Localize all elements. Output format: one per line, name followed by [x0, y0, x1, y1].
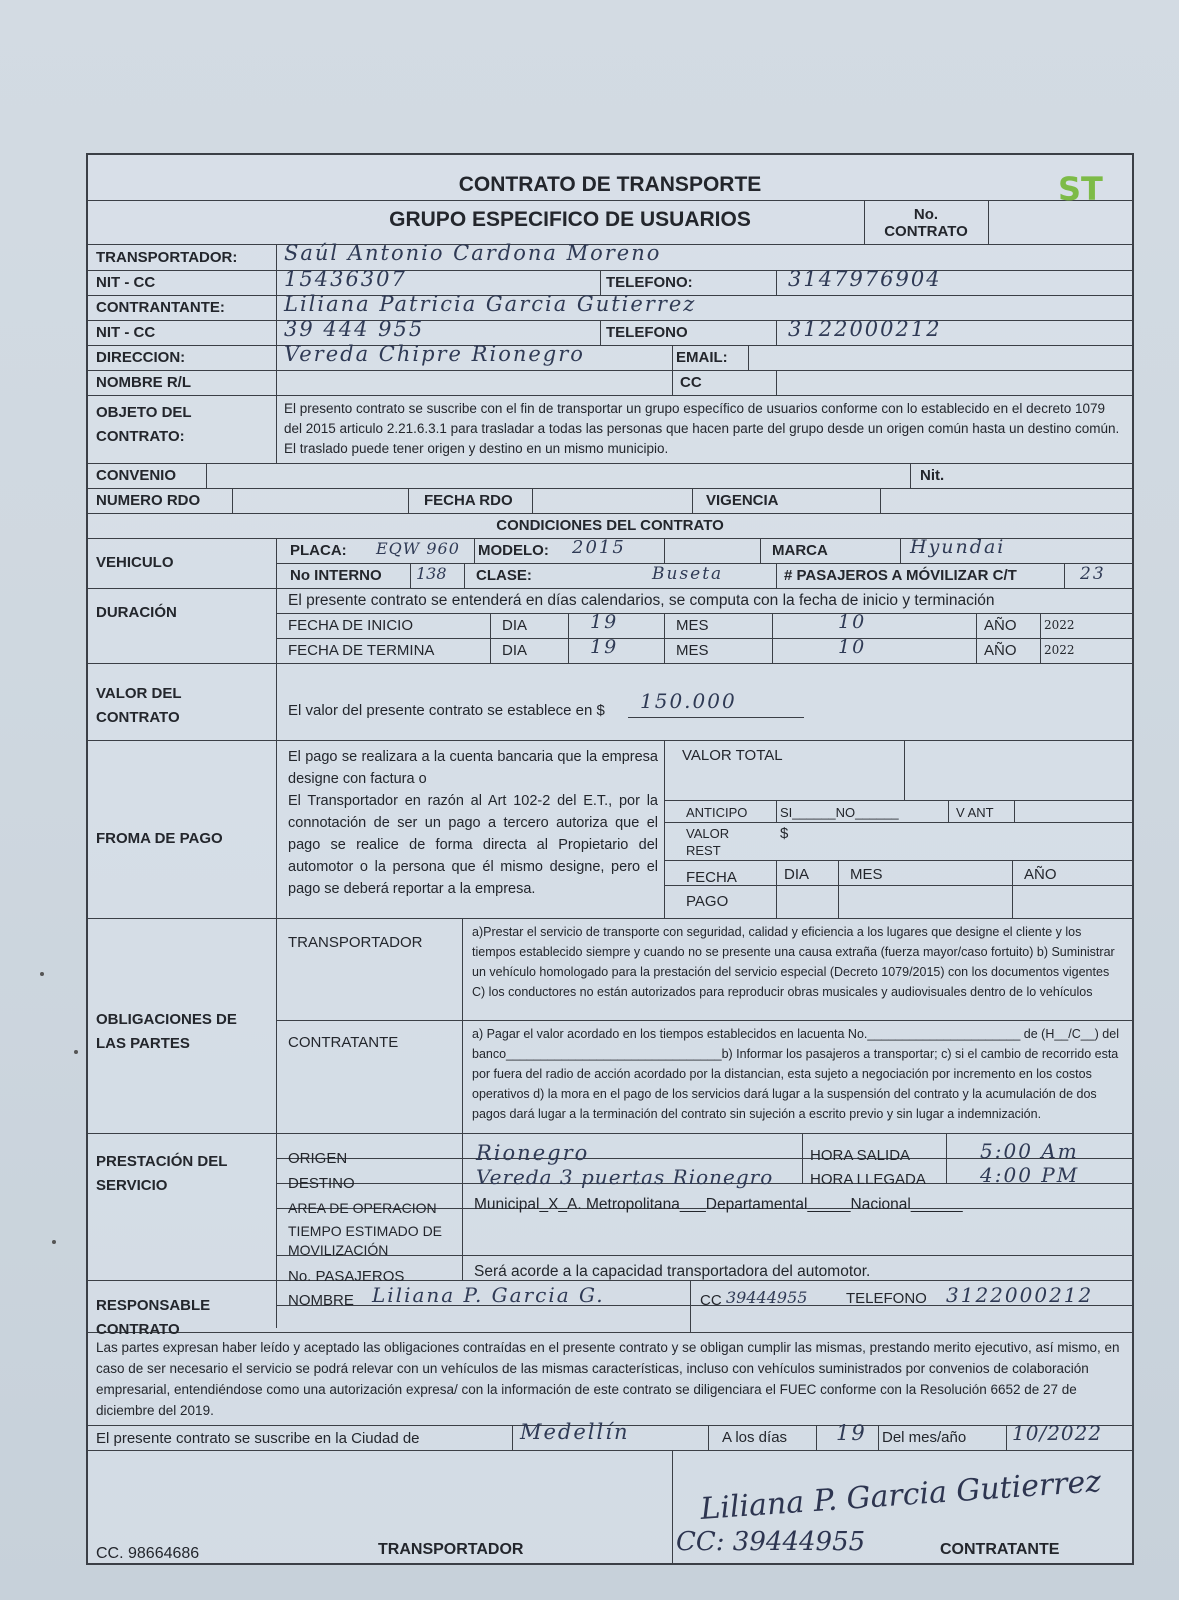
transportador-label: TRANSPORTADOR:: [96, 249, 238, 266]
vigencia-label: VIGENCIA: [706, 492, 779, 509]
mes-label: MES: [676, 642, 709, 659]
contrato-number-label: No. CONTRATO: [884, 206, 968, 240]
transportador-value[interactable]: Saúl Antonio Cardona Moreno: [284, 241, 662, 265]
responsable-nombre-value[interactable]: Liliana P. Garcia G.: [372, 1283, 605, 1307]
obligaciones-transportador-text: a)Prestar el servicio de transporte con seguridad, calidad y eficiencia a los lugares que designe el cliente y los tiempos establecido siempre y cuando no se presente una causa extraña (fuerza mayor/caso fortuito) b) Suministrar un vehículo homologado para la prestación del servicio especial (Decreto 1079/2015) con los documentos vigentes C) los conductores no están autorizados para reproducir obras musicales y audiovisuales dentro de lo vehículos: [472, 925, 1115, 999]
placa-label: PLACA:: [290, 542, 347, 559]
clase-value[interactable]: Buseta: [652, 564, 724, 584]
clase-label: CLASE:: [476, 567, 532, 584]
valor-contrato-value[interactable]: 150.000: [640, 689, 737, 713]
responsable-cc-label: CC: [700, 1292, 722, 1309]
termina-mes-value[interactable]: 10: [838, 636, 867, 658]
direccion-label: DIRECCION:: [96, 349, 186, 366]
modelo-label: MODELO:: [478, 542, 549, 559]
obligaciones-contratante-label: CONTRATANTE: [288, 1034, 399, 1051]
nit-label: Nit.: [920, 467, 945, 484]
fecha-rdo-label: FECHA RDO: [424, 492, 513, 509]
document-title: CONTRATO DE TRANSPORTE: [458, 173, 762, 196]
transportador-signature-label: TRANSPORTADOR: [378, 1541, 524, 1558]
marca-value[interactable]: Hyundai: [910, 536, 1006, 558]
dia-label: DIA: [502, 617, 528, 634]
tiempo-estimado-label: TIEMPO ESTIMADO DE MOVILIZACIÓN: [288, 1223, 443, 1258]
duracion-text: El presente contrato se entenderá en días calendarios, se computa con la fecha de inicio y terminación: [288, 592, 995, 609]
responsable-label: RESPONSABLE CONTRATO: [96, 1297, 211, 1338]
destino-label: DESTINO: [288, 1175, 355, 1192]
contratante-signature-label: CONTRATANTE: [940, 1541, 1060, 1558]
direccion-value[interactable]: Vereda Chipre Rionegro: [284, 342, 585, 366]
responsable-cc-value[interactable]: 39444955: [726, 1288, 808, 1307]
no-pasajeros-text: Será acorde a la capacidad transportadora del automotor.: [474, 1263, 871, 1280]
mes-ano-label: Del mes/año: [882, 1429, 967, 1446]
valor-rest-label: VALOR REST: [686, 826, 730, 858]
duracion-label: DURACIÓN: [96, 604, 177, 621]
anticipo-label: ANTICIPO: [686, 805, 748, 820]
contratante-value[interactable]: Liliana Patricia Garcia Gutierrez: [284, 292, 697, 316]
fecha-pago-label: FECHA PAGO: [686, 869, 737, 910]
paper-speck: [74, 1050, 78, 1054]
valor-contrato-label: VALOR DEL CONTRATO: [96, 685, 182, 726]
obligaciones-label: OBLIGACIONES DE LAS PARTES: [96, 1011, 237, 1052]
area-operacion-options[interactable]: Municipal_X_A. Metropolitana___Departamental_____Nacional______: [474, 1196, 963, 1213]
contratante-signature: Liliana P. Garcia Gutierrez: [699, 1464, 1103, 1527]
prestacion-label: PRESTACIÓN DEL SERVICIO: [96, 1153, 228, 1194]
dia-label: DIA: [502, 642, 528, 659]
nombre-rl-label: NOMBRE R/L: [96, 374, 191, 391]
document-subtitle: GRUPO ESPECIFICO DE USUARIOS: [389, 208, 751, 231]
email-label: EMAIL:: [676, 349, 728, 366]
valor-underline: [628, 717, 804, 718]
dias-label: A los días: [722, 1429, 788, 1446]
marca-label: MARCA: [772, 542, 828, 559]
obligaciones-contratante-text: a) Pagar el valor acordado en los tiempos establecidos en lacuenta No.______________________ de (H__/C__) del banco_______________________________b) Informar los pasajeros a transportar; c) si el cambio de recorrido esta por fuera del radio de acción acordado por la distancian, esta sujeto a negociación por incremento en los costos operativos d) la mora en el pago de los servicios dará lugar a la suspensión del contrato y la acumulación de dos pagos dará lugar a la terminación del contrato sin sujeción a escrito previo y sin lugar a indemnización.: [472, 1027, 1119, 1121]
responsable-nombre-label: NOMBRE: [288, 1292, 354, 1309]
dia-label: DIA: [784, 866, 810, 883]
paper-speck: [52, 1240, 56, 1244]
telefono-value[interactable]: 3122000212: [788, 317, 942, 341]
origen-value[interactable]: Rionegro: [476, 1141, 590, 1165]
interno-value[interactable]: 138: [416, 564, 447, 583]
no-pasajeros-label: No. PASAJEROS: [288, 1268, 405, 1285]
placa-value[interactable]: EQW 960: [376, 539, 460, 558]
condiciones-heading: CONDICIONES DEL CONTRATO: [496, 517, 724, 534]
responsable-telefono-value[interactable]: 3122000212: [946, 1283, 1094, 1307]
ciudad-value[interactable]: Medellín: [520, 1420, 630, 1444]
nit-label: NIT - CC: [96, 324, 156, 341]
hora-salida-value[interactable]: 5:00 Am: [980, 1139, 1079, 1163]
anticipo-si-no[interactable]: SI______NO______: [780, 805, 899, 820]
mes-label: MES: [676, 617, 709, 634]
convenio-label: CONVENIO: [96, 467, 177, 484]
numero-rdo-label: NUMERO RDO: [96, 492, 201, 509]
objeto-label: OBJETO DEL CONTRATO:: [96, 404, 192, 445]
ciudad-label: El presente contrato se suscribe en la Ciudad de: [96, 1430, 420, 1447]
pasajeros-value[interactable]: 23: [1080, 564, 1106, 584]
termina-ano-value[interactable]: 2022: [1044, 643, 1075, 657]
paper-speck: [40, 972, 44, 976]
area-operacion-label: AREA DE OPERACION: [288, 1200, 437, 1216]
telefono-value[interactable]: 3147976904: [788, 267, 942, 291]
valor-total-label: VALOR TOTAL: [682, 747, 783, 764]
dias-value[interactable]: 19: [836, 1421, 867, 1445]
nit-value[interactable]: 39 444 955: [284, 317, 425, 341]
ano-label: AÑO: [984, 642, 1017, 659]
destino-value[interactable]: Vereda 3 puertas Rionegro: [476, 1165, 774, 1189]
telefono-label: TELEFONO: [606, 324, 688, 341]
ano-label: AÑO: [1024, 866, 1057, 883]
origen-label: ORIGEN: [288, 1150, 348, 1167]
hora-llegada-value[interactable]: 4:00 PM: [980, 1163, 1080, 1187]
forma-pago-label: FROMA DE PAGO: [96, 830, 223, 847]
termina-dia-value[interactable]: 19: [590, 636, 619, 658]
declaracion-text: Las partes expresan haber leído y aceptado las obligaciones contraídas en el presente contrato y se obligan cumplir las mismas, prestando merito ejecutivo, así mismo, en caso de ser necesario el servicio se podrá relevar con un vehículos de las mismas características, incluso con vehículos suministrados por convenios de colaboración empresarial, entendiéndose como una autorización expresa/ con la información de este contrato se diligenciara el FUEC conforme con la Resolución 6652 de 27 de diciembre del 2019.: [96, 1340, 1120, 1418]
modelo-value[interactable]: 2015: [572, 537, 626, 558]
responsable-telefono-label: TELEFONO: [846, 1290, 927, 1307]
hora-llegada-label: HORA LLEGADA: [810, 1171, 926, 1188]
forma-pago-text: El pago se realizara a la cuenta bancaria que la empresa designe con factura o El Transportador en razón al Art 102-2 del E.T., por la connotación de ser un pago a tercero autoriza que el pago se realice de forma directa al Propietario del automotor o la persona que él mismo designe, pero el pago se deberá reportar a la empresa.: [288, 749, 658, 897]
fecha-termina-label: FECHA DE TERMINA: [288, 642, 435, 659]
interno-label: No INTERNO: [290, 567, 382, 584]
nit-label: NIT - CC: [96, 274, 156, 291]
pasajeros-label: # PASAJEROS A MÓVILIZAR C/T: [784, 567, 1017, 584]
hora-salida-label: HORA SALIDA: [810, 1147, 911, 1164]
contratante-label: CONTRANTANTE:: [96, 299, 225, 316]
cc-contratante: CC: 39444955: [676, 1527, 866, 1557]
obligaciones-transportador-label: TRANSPORTADOR: [288, 934, 423, 951]
inicio-dia-value[interactable]: 19: [590, 611, 619, 633]
ano-label: AÑO: [984, 617, 1017, 634]
fecha-inicio-label: FECHA DE INICIO: [288, 617, 414, 634]
objeto-text: El presento contrato se suscribe con el fin de transportar un grupo específico de usuarios conforme con lo establecido en el decreto 1079 del 2015 articulo 2.21.6.3.1 para trasladar a todas las personas que hacen parte del grupo desde un origen común hasta un destino común. El traslado puede tener origen y destino en un mismo municipio.: [284, 401, 1120, 456]
mes-label: MES: [850, 866, 883, 883]
vant-label: V ANT: [956, 805, 994, 820]
cc-transportador: CC. 98664686: [96, 1545, 200, 1562]
st-logo: ST: [1058, 170, 1103, 208]
valor-rest-symbol: $: [780, 825, 789, 842]
inicio-mes-value[interactable]: 10: [838, 611, 867, 633]
vehiculo-label: VEHICULO: [96, 554, 174, 571]
inicio-ano-value[interactable]: 2022: [1044, 618, 1075, 632]
mes-ano-value[interactable]: 10/2022: [1012, 1421, 1103, 1445]
valor-contrato-text: El valor del presente contrato se establece en $: [288, 702, 605, 719]
cc-label: CC: [680, 374, 702, 391]
nit-value[interactable]: 15436307: [284, 267, 407, 291]
telefono-label: TELEFONO:: [606, 274, 693, 291]
